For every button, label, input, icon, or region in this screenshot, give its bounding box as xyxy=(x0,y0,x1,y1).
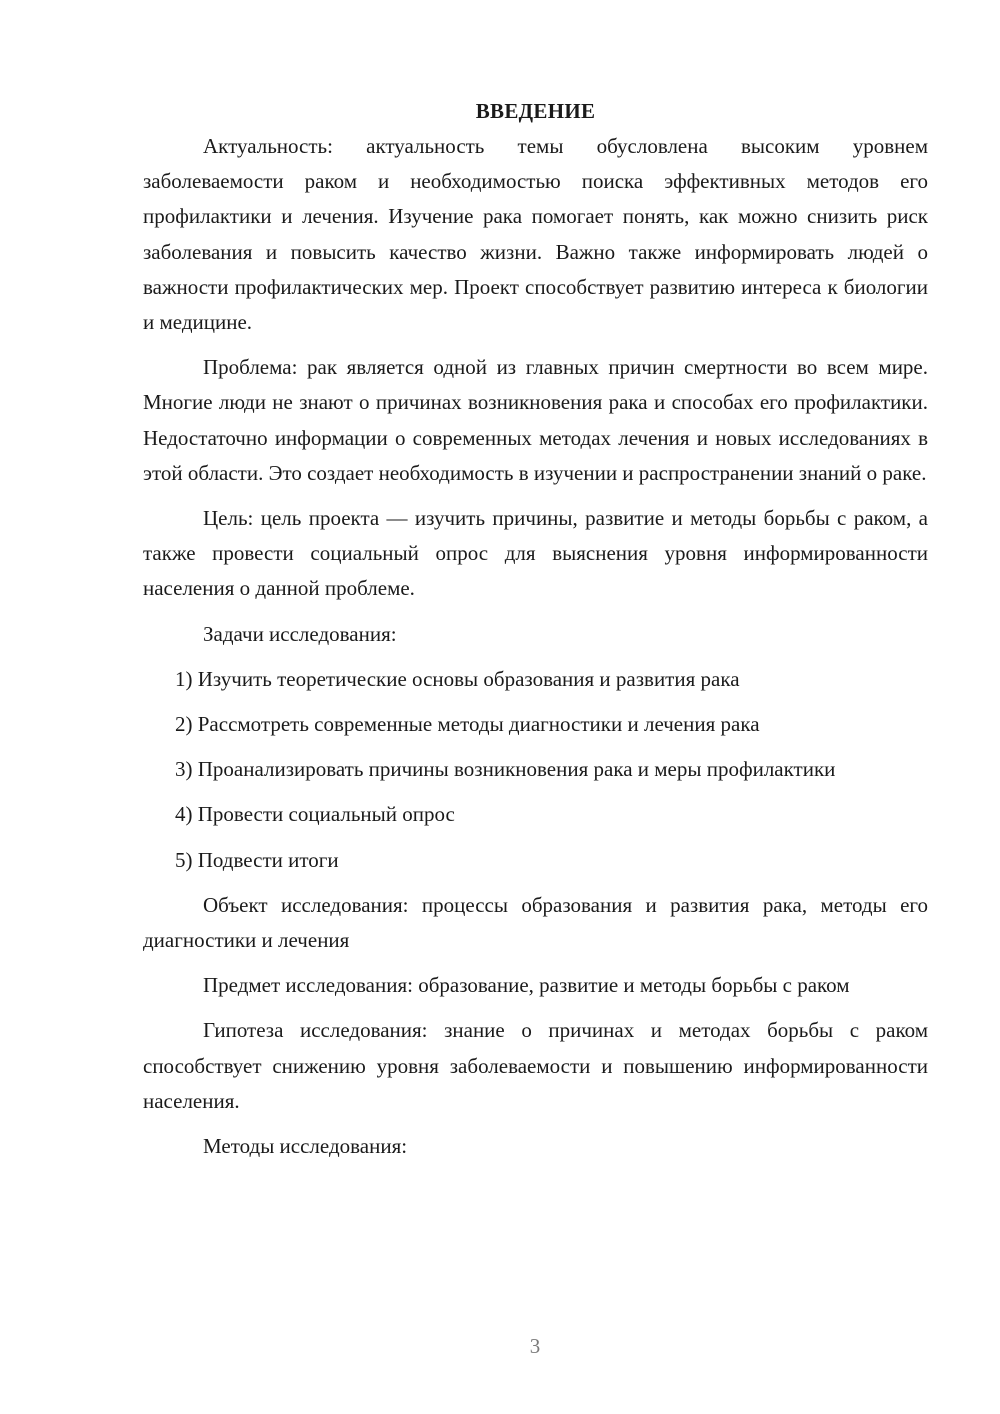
section-heading: ВВЕДЕНИЕ xyxy=(475,99,596,123)
subject-paragraph: Предмет исследования: образование, развитие и методы борьбы с раком xyxy=(203,973,850,998)
relevance-paragraph: Актуальность: актуальность темы обусловлена высоким уровнем заболеваемости раком и необходимостью поиска эффективных методов его профилактики и лечения. Изучение рака помогает понять, как можно снизить риск заболевания и повысить качество жизни. Важно также информировать людей о важности профилактических мер. Проект способствует развитию интереса к биологии и медицине. xyxy=(143,134,928,335)
page-number: 3 xyxy=(529,1334,541,1358)
task-item: 4) Провести социальный опрос xyxy=(175,802,455,827)
page-content xyxy=(143,96,928,1174)
task-item: 5) Подвести итоги xyxy=(175,847,339,872)
tasks-heading: Задачи исследования: xyxy=(203,621,397,646)
task-item: 3) Проанализировать причины возникновения рака и меры профилактики xyxy=(175,757,836,782)
problem-paragraph: Проблема: рак является одной из главных причин смертности во всем мире. Многие люди не знают о причинах возникновения рака и способах его профилактики. Недостаточно информации о современных методах лечения и новых исследованиях в этой области. Это создает необходимость в изучении и распространении знаний о раке. xyxy=(143,355,928,485)
object-paragraph: Объект исследования: процессы образования и развития рака, методы его диагностики и лечения xyxy=(143,892,928,953)
goal-paragraph: Цель: цель проекта — изучить причины, развитие и методы борьбы с раком, а также провести социальный опрос для выяснения уровня информированности населения о данной проблеме. xyxy=(143,506,928,601)
methods-heading: Методы исследования: xyxy=(203,1134,408,1159)
hypothesis-paragraph: Гипотеза исследования: знание о причинах и методах борьбы с раком способствует снижению уровня заболеваемости и повышению информированности населения. xyxy=(143,1018,928,1113)
task-item: 2) Рассмотреть современные методы диагностики и лечения рака xyxy=(175,712,760,737)
task-item: 1) Изучить теоретические основы образования и развития рака xyxy=(175,666,740,691)
